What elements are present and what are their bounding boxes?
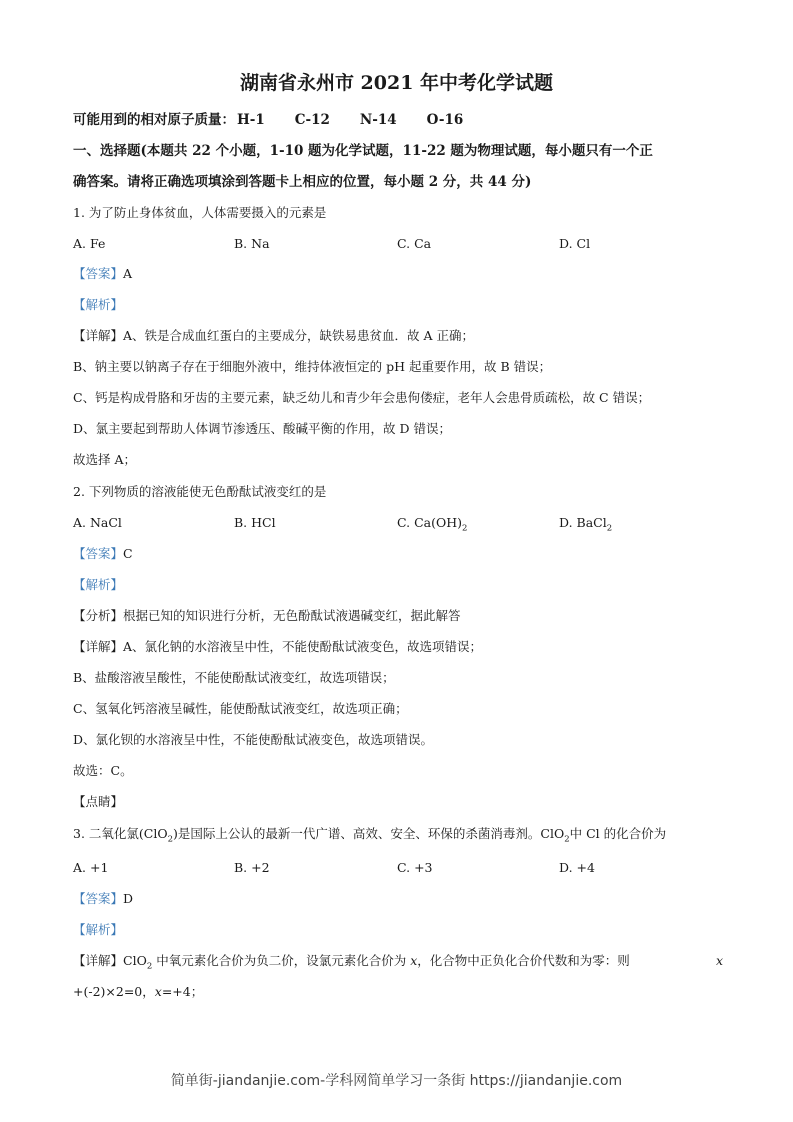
q1-option-d: D. Cl [559, 236, 591, 251]
q1-detail-c: C、钙是构成骨胳和牙齿的主要元素，缺乏幼儿和青少年会患佝偻症，老年人会患骨质疏松，故 C 错误； [73, 390, 651, 405]
subscript: 2 [564, 834, 570, 845]
page-title: 湖南省永州市 2021 年中考化学试题 [239, 72, 554, 94]
q2-dianjing-tag: 【点睛】 [73, 794, 124, 809]
q2-answer [73, 546, 133, 562]
detail-tag: 【详解】 [73, 639, 124, 654]
atomic-masses-line [73, 112, 493, 128]
q1-detail-text: A、铁是合成血红蛋白的主要成分，缺铁易患贫血．故 A 正确； [123, 328, 475, 343]
q3-answer [73, 891, 133, 907]
q1-option-c: C. Ca [397, 236, 432, 251]
q1-stem: 1. 为了防止身体贫血，人体需要摄入的元素是 [73, 205, 327, 220]
q1-option-b: B. Na [234, 236, 270, 251]
q2-detail-text: A、氯化钠的水溶液呈中性，不能使酚酞试液变色，故选项错误； [123, 639, 483, 654]
q3-detail-a: ClO [123, 953, 147, 968]
q2-detail-d: D、氯化钡的水溶液呈中性，不能使酚酞试液变色，故选项错误。 [73, 732, 434, 747]
q3-analysis-tag: 【解析】 [73, 922, 124, 937]
q2-fenxi [73, 608, 461, 624]
q3-detail-line2-b: =+4； [161, 984, 204, 999]
mass-n: N-14 [359, 112, 397, 128]
subscript: 2 [146, 961, 153, 972]
q2-option-a: A. NaCl [73, 515, 122, 530]
q1-conclusion: 故选择 A； [73, 452, 137, 467]
q1-detail-d: D、氯主要起到帮助人体调节渗透压、酸碱平衡的作用，故 D 错误； [73, 421, 451, 436]
var-x: x [154, 984, 162, 999]
detail-tag: 【详解】 [73, 328, 124, 343]
q2-detail-a [73, 639, 482, 655]
q2-conclusion: 故选：C。 [73, 763, 133, 778]
q2-option-b: B. HCl [234, 515, 276, 530]
subscript: 2 [606, 523, 613, 534]
q3-detail-line2 [73, 984, 203, 1000]
q3-option-a: A. +1 [73, 860, 109, 875]
q3-answer-value: D [123, 891, 134, 906]
q3-stem-a: 3. 二氧化氯(ClO [73, 826, 168, 841]
subscript: 2 [461, 523, 468, 534]
fenxi-tag: 【分析】 [73, 608, 124, 623]
q1-analysis-tag: 【解析】 [73, 297, 124, 312]
q1-detail-b: B、钠主要以钠离子存在于细胞外液中，维持体液恒定的 pH 起重要作用，故 B 错误； [73, 359, 552, 374]
answer-tag: 【答案】 [73, 891, 124, 906]
q2-option-c [397, 515, 468, 534]
q2-option-d [559, 515, 613, 534]
q1-detail-a [73, 328, 474, 344]
q3-stem-c: 中 Cl 的化合价为 [569, 826, 667, 841]
q2-stem: 2. 下列物质的溶液能使无色酚酞试液变红的是 [73, 484, 327, 499]
mass-o: O-16 [426, 112, 464, 128]
answer-tag: 【答案】 [73, 546, 124, 561]
detail-tag: 【详解】 [73, 953, 124, 968]
q2-answer-value: C [123, 546, 133, 561]
q2-detail-c: C、氢氧化钙溶液呈碱性，能使酚酞试液变红，故选项正确； [73, 701, 408, 716]
q2-analysis-tag: 【解析】 [73, 577, 124, 592]
masses-label: 可能用到的相对原子质量： [73, 112, 235, 128]
q2-fenxi-text: 根据已知的知识进行分析，无色酚酞试液遇碱变红，据此解答 [123, 608, 461, 623]
var-x: x [410, 953, 418, 968]
answer-tag: 【答案】 [73, 266, 124, 281]
section-heading-line1: 一、选择题(本题共 22 个小题，1-10 题为化学试题，11-22 题为物理试题，每小题只有一个正 [73, 143, 653, 159]
mass-c: C-12 [294, 112, 330, 128]
q2-option-d-text: D. BaCl [559, 515, 607, 530]
q3-option-c: C. +3 [397, 860, 433, 875]
q2-option-c-text: C. Ca(OH) [397, 515, 462, 530]
subscript: 2 [167, 834, 174, 845]
q3-option-b: B. +2 [234, 860, 270, 875]
q3-stem [73, 826, 667, 845]
q3-stem-b: )是国际上公认的最新一代广谱、高效、安全、环保的杀菌消毒剂。ClO [173, 826, 565, 841]
var-x: x [715, 953, 723, 968]
q1-answer-value: A [123, 266, 133, 281]
mass-h: H-1 [237, 112, 265, 128]
q3-option-d: D. +4 [559, 860, 595, 875]
page-footer: 简单街-jiandanjie.com-学科网简单学习一条街 https://jiandanjie.com [170, 1073, 623, 1089]
section-heading-line2: 确答案。请将正确选项填涂到答题卡上相应的位置，每小题 2 分，共 44 分) [73, 174, 532, 190]
q3-detail-b: 中氧元素化合价为负二价，设氯元素化合价为 [152, 953, 411, 968]
q1-option-a: A. Fe [73, 236, 106, 251]
q2-detail-b: B、盐酸溶液呈酸性，不能使酚酞试液变红，故选项错误； [73, 670, 395, 685]
q1-answer [73, 266, 132, 282]
q3-detail [73, 953, 723, 972]
q3-detail-c: ，化合物中正负化合价代数和为零：则 [417, 953, 630, 968]
q3-detail-line2-a: +(-2)×2=0， [73, 984, 155, 999]
